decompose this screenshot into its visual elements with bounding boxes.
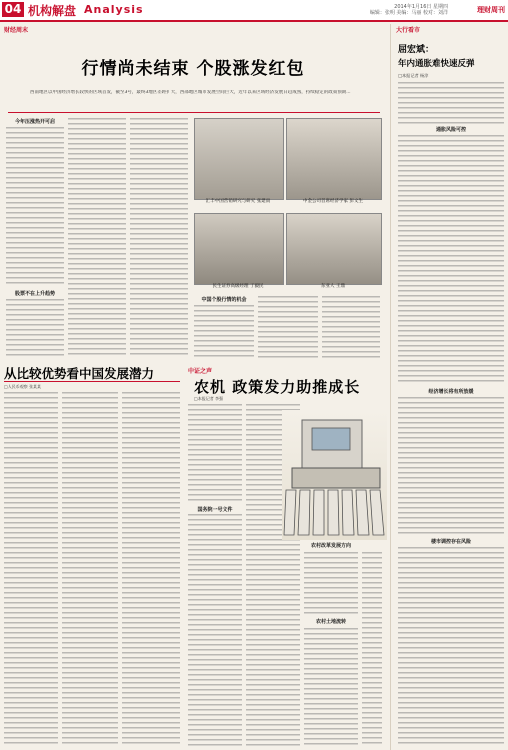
main-sub2: 股票不在上升趋势 <box>14 291 55 297</box>
third-col1b-text <box>188 514 242 746</box>
third-headline: 农机 政策发力助推成长 <box>194 378 361 396</box>
page-header <box>0 0 508 22</box>
brand-label: 理财周刊 <box>477 6 505 14</box>
third-sub3: 农村土地流转 <box>315 619 346 625</box>
third-col1-text <box>188 404 242 504</box>
main-headline: 行情尚未结束 个股涨发红包 <box>81 59 305 79</box>
photo-4-caption: 东亚人 王鼎 <box>321 284 345 289</box>
main-col3-text <box>130 118 188 358</box>
photo-2-caption: 中金公司首席经济学家 彭文生 <box>303 199 363 204</box>
second-divider <box>4 381 180 382</box>
sidebar-text-3 <box>398 397 504 535</box>
photo-2 <box>286 118 382 200</box>
second-col3-text <box>122 392 180 746</box>
second-headline: 从比较优势看中国发展潜力 <box>4 366 155 381</box>
sidebar-tag: 大行看市 <box>396 27 421 34</box>
main-lead: 西南地区以中国经济增长较快的区域首发，截至3号，最终3地区差距扩大，西部地区城市发展空间巨大，近年以来区域经济发展日趋成熟，持续稳定的政策预期... <box>30 90 351 95</box>
third-col3-text <box>304 552 358 614</box>
third-sub1: 国务院一号文件 <box>197 507 233 513</box>
issue-meta <box>370 4 448 16</box>
sidebar-text-1 <box>398 82 504 124</box>
sidebar-text-2 <box>398 135 504 385</box>
sidebar-title-2: 年内通胀难快速反弹 <box>398 59 475 69</box>
main-article-tag: 财经周末 <box>4 27 29 34</box>
editor-credits: 编辑：张明 美编：马丽 校对：刘洋 <box>369 10 448 16</box>
second-col2-text <box>62 392 118 746</box>
photo-4 <box>286 213 382 285</box>
page-number: 04 <box>2 2 24 17</box>
main-sub1: 今年压涨热开可启 <box>14 119 55 125</box>
sidebar-sub3: 楼市调控存在风险 <box>430 539 471 545</box>
main-col6-text <box>322 296 380 360</box>
harvester-drawing <box>282 410 387 540</box>
lead-divider <box>8 112 380 113</box>
main-sub3: 中国个股行情的机会 <box>201 297 247 303</box>
second-byline: □人民币观察 张某某 <box>4 384 42 389</box>
sidebar-byline: □本报记者 杨淳 <box>398 73 429 78</box>
issue-date: 2014年1月16日 星期四 <box>394 4 448 10</box>
main-col1-text <box>6 127 64 287</box>
sidebar-separator <box>390 24 392 750</box>
section-title: 机构解盘 <box>28 4 77 18</box>
third-sub2: 农村改革发展方向 <box>310 543 351 549</box>
harvester-image <box>282 410 387 540</box>
sidebar-sub1: 通胀风险可控 <box>435 127 466 133</box>
main-col5-text <box>258 296 318 360</box>
second-col1-text <box>4 392 58 746</box>
sidebar-text-4 <box>398 547 504 746</box>
sidebar-sub2: 经济增长将有所放缓 <box>428 389 474 395</box>
photo-1-caption: 汇丰中国营销研究与研究 张建雨 <box>205 199 271 204</box>
third-col4-text <box>362 552 382 746</box>
third-byline: □本报记者 李强 <box>194 396 224 401</box>
third-col3b-text <box>304 628 358 746</box>
third-article-tag: 中证之声 <box>188 368 213 375</box>
main-col4-text <box>194 305 254 360</box>
section-title-en: Analysis <box>84 3 144 16</box>
main-col1b-text <box>6 299 64 359</box>
photo-3-caption: 民生证券高级经理 丁毅民 <box>212 284 264 289</box>
photo-1 <box>194 118 284 200</box>
photo-3 <box>194 213 284 285</box>
sidebar-title-1: 屈宏斌： <box>398 45 435 55</box>
main-col2-text <box>68 118 126 358</box>
